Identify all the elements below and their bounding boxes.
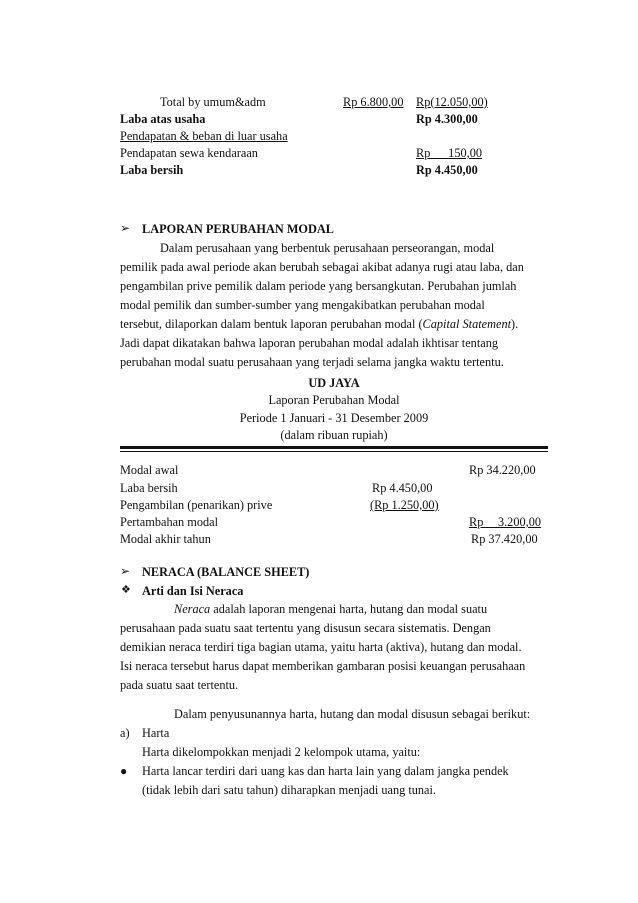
statement-period: Periode 1 Januari - 31 Desember 2009 [239, 411, 429, 425]
modal-paragraph-line: pemilik pada awal periode akan berubah sebagai akibat adanya rugi atau laba, dan [120, 260, 524, 274]
laba-usaha-value: Rp 4.300,00 [416, 112, 478, 126]
statement-title: Laporan Perubahan Modal [268, 393, 400, 407]
bullet-item-line: (tidak lebih dari satu tahun) diharapkan menjadi uang tunai. [142, 783, 437, 797]
bullet-item-line: Harta lancar terdiri dari uang kas dan harta lain yang dalam jangka pendek [142, 764, 509, 778]
statement-company: UD JAYA [308, 376, 360, 390]
row-label: Pengambilan (penarikan) prive [120, 498, 273, 512]
neraca-paragraph-line: perusahaan pada suatu saat tertentu yang disusun secara sistematis. Dengan [120, 621, 491, 635]
luar-usaha-label: Pendapatan & beban di luar usaha [120, 129, 288, 143]
diamond-bullet-icon: ❖ [121, 584, 131, 596]
modal-paragraph-line: pengambilan prive pemilik dalam periode yang bersangkutan. Perubahan jumlah [120, 279, 517, 293]
list-item-harta: Harta [142, 726, 170, 740]
row-label: Pertambahan modal [120, 515, 219, 529]
modal-paragraph-line: tersebut, dilaporkan dalam bentuk laporan perubahan modal (Capital Statement). [120, 317, 519, 331]
total-biaya-label: Total by umum&adm [160, 95, 266, 109]
laba-bersih-value: Rp 4.450,00 [416, 163, 478, 177]
row-label: Modal akhir tahun [120, 532, 211, 546]
modal-paragraph-line: Jadi dapat dikatakan bahwa laporan perubahan modal adalah ikhtisar tentang [120, 336, 498, 350]
capital-statement-term: Capital Statement [422, 317, 512, 331]
section-heading-neraca: NERACA (BALANCE SHEET) [142, 565, 310, 579]
neraca-paragraph-line: Neraca adalah laporan mengenai harta, hutang dan modal suatu [174, 602, 488, 616]
row-label: Modal awal [120, 463, 179, 477]
modal-paragraph-line: perubahan modal suatu perusahaan yang terjadi selama jangka waktu tertentu. [120, 355, 504, 369]
modal-paragraph-line: modal pemilik dan sumber-sumber yang mengakibatkan perubahan modal [120, 298, 485, 312]
arrow-bullet-icon: ➢ [120, 221, 131, 235]
neraca-paragraph-2: Dalam penyusunannya harta, hutang dan modal disusun sebagai berikut: [174, 707, 531, 721]
statement-divider-thin [120, 451, 548, 452]
modal-paragraph-line: Dalam perusahaan yang berbentuk perusahaan perseorangan, modal [160, 241, 495, 255]
total-biaya-value-2: Rp(12.050,00) [416, 95, 488, 109]
statement-unit: (dalam ribuan rupiah) [280, 428, 388, 442]
section-heading-modal: LAPORAN PERUBAHAN MODAL [142, 222, 334, 236]
row-right-value: Rp 34.220,00 [469, 463, 536, 477]
bullet-dot-icon: ● [120, 764, 128, 778]
harta-description: Harta dikelompokkan menjadi 2 kelompok utama, yaitu: [142, 745, 421, 759]
subheading-arti-neraca: Arti dan Isi Neraca [142, 584, 244, 598]
laba-bersih-label: Laba bersih [120, 163, 184, 177]
neraca-paragraph-line: Isi neraca tersebut harus dapat memberikan gambaran posisi keuangan perusahaan [120, 659, 526, 673]
laba-usaha-label: Laba atas usaha [120, 112, 206, 126]
statement-divider [120, 446, 548, 449]
row-mid-value: Rp 4.450,00 [372, 481, 433, 495]
neraca-paragraph-line: pada suatu saat tertentu. [120, 678, 239, 692]
sewa-label: Pendapatan sewa kendaraan [120, 146, 258, 160]
row-label: Laba bersih [120, 481, 178, 495]
neraca-term: Neraca [174, 602, 211, 616]
row-right-value: Rp 3.200,00 [469, 515, 541, 529]
total-biaya-value-1: Rp 6.800,00 [343, 95, 404, 109]
list-marker-a: a) [120, 726, 130, 740]
arrow-bullet-icon: ➢ [120, 564, 131, 578]
sewa-value: Rp 150,00 [416, 146, 482, 160]
neraca-paragraph-line: demikian neraca terdiri tiga bagian utama, yaitu harta (aktiva), hutang dan modal. [120, 640, 522, 654]
row-mid-value: (Rp 1.250,00) [370, 498, 439, 512]
row-right-value: Rp 37.420,00 [471, 532, 538, 546]
